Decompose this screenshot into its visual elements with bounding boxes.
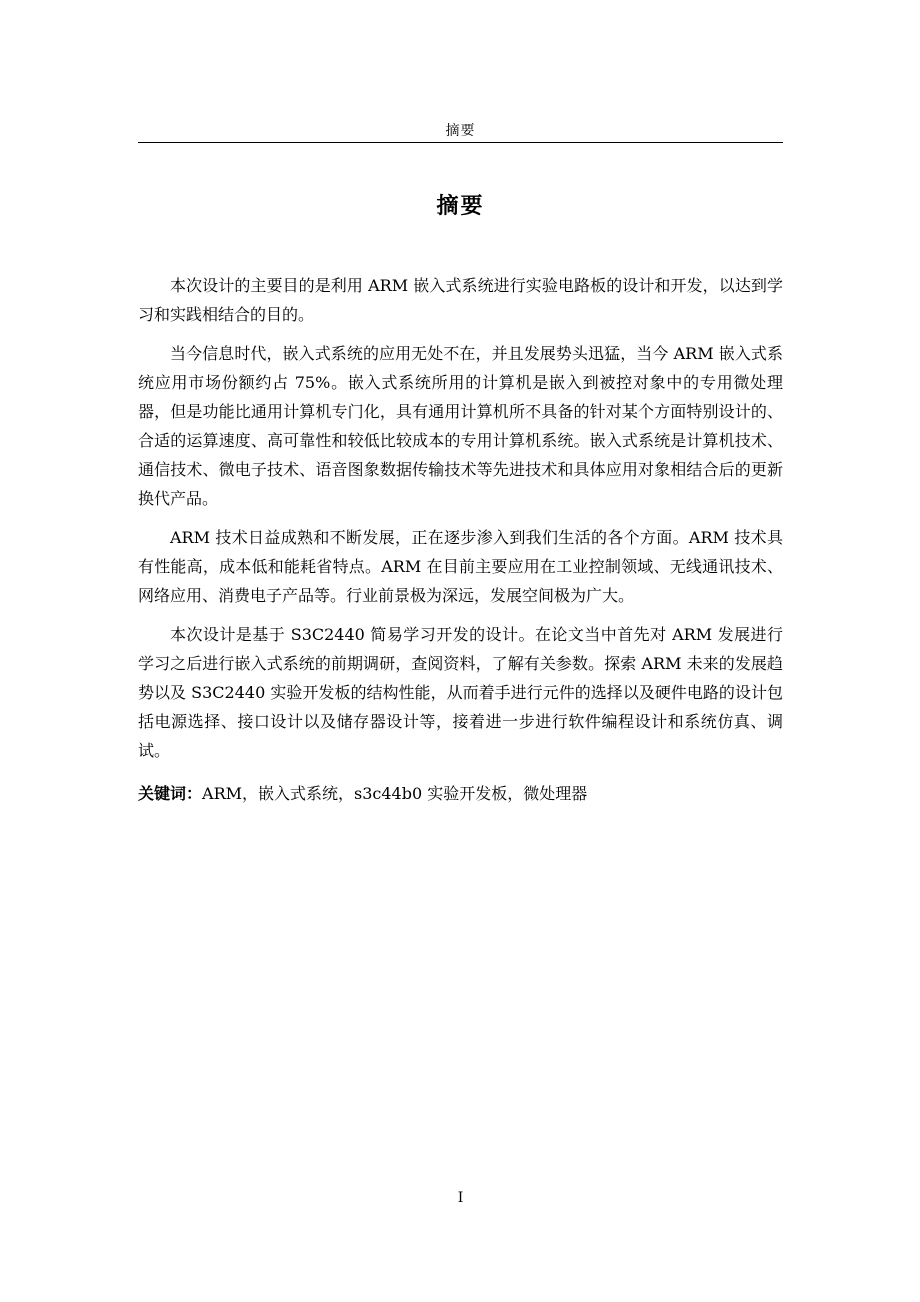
running-header: 摘要 [445,123,476,139]
keywords-text: ARM，嵌入式系统，s3c44b0 实验开发板，微处理器 [202,784,588,803]
keywords-line [138,779,783,808]
header-rule [138,142,783,143]
abstract-paragraph-1: 本次设计的主要目的是利用 ARM 嵌入式系统进行实验电路板的设计和开发，以达到学习和实践相结合的目的。 [138,276,783,324]
abstract-paragraph-2: 当今信息时代，嵌入式系统的应用无处不在，并且发展势头迅猛，当今 ARM 嵌入式系统应用市场份额约占 75%。嵌入式系统所用的计算机是嵌入到被控对象中的专用微处理器，但是功能比通用计算机专门化，具有通用计算机所不具备的针对某个方面特别设计的、合适的运算速度、高可靠性和较低比较成本的专用计算机系统。嵌入式系统是计算机技术、通信技术、微电子技术、语音图象数据传输技术等先进技术和具体应用对象相结合后的更新换代产品。 [138,344,783,508]
page-title: 摘要 [436,194,485,219]
abstract-body [138,271,783,808]
page-number: I [457,1190,464,1206]
abstract-paragraph-3: ARM 技术日益成熟和不断发展，正在逐步渗入到我们生活的各个方面。ARM 技术具有性能高，成本低和能耗省特点。ARM 在目前主要应用在工业控制领域、无线通讯技术、网络应用、消费电子产品等。行业前景极为深远，发展空间极为广大。 [138,528,783,605]
abstract-paragraph-4: 本次设计是基于 S3C2440 简易学习开发的设计。在论文当中首先对 ARM 发展进行学习之后进行嵌入式系统的前期调研，查阅资料，了解有关参数。探索 ARM 未来的发展趋势以及 S3C2440 实验开发板的结构性能，从而着手进行元件的选择以及硬件电路的设计包括电源选择、接口设计以及储存器设计等，接着进一步进行软件编程设计和系统仿真、调试。 [138,625,783,760]
keywords-label: 关键词： [138,784,203,803]
